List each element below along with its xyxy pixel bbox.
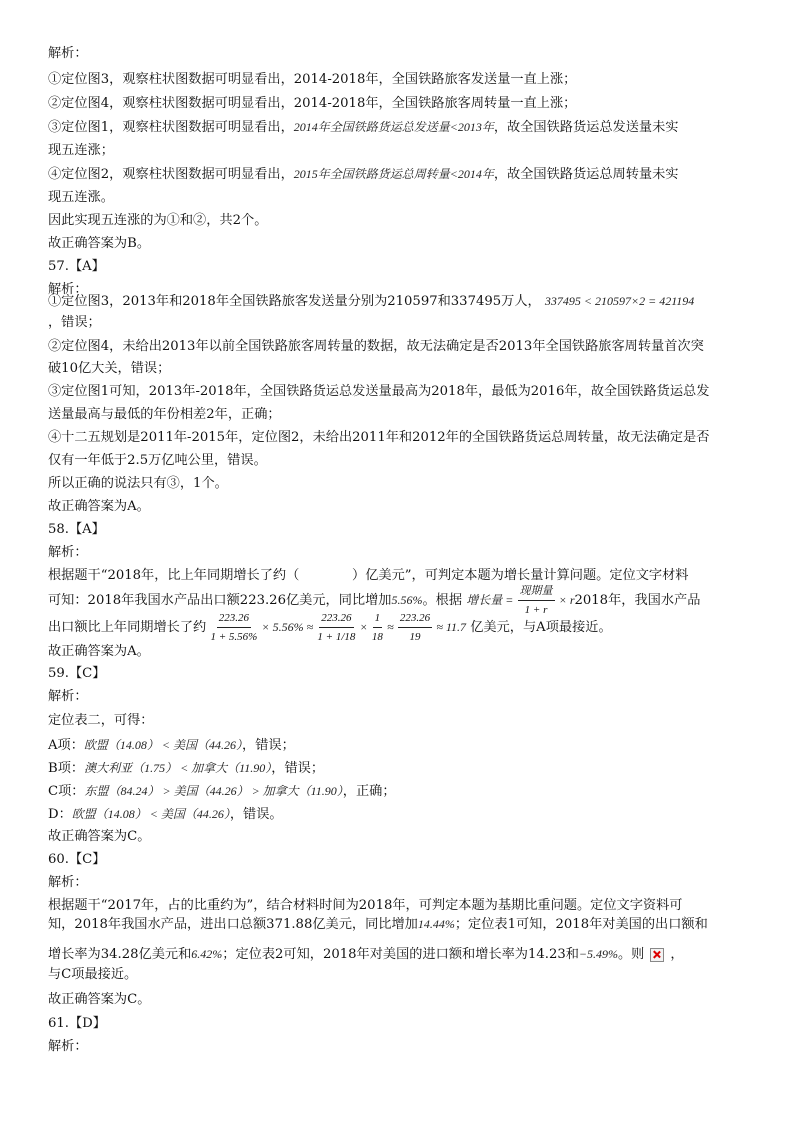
text-line: 现五连涨；: [48, 143, 114, 158]
fraction-numerator: 223.26: [217, 609, 251, 628]
inline-formula: 5.56%: [391, 593, 423, 607]
question-number: 57.【A】: [48, 259, 105, 274]
answer-line: 故正确答案为C。: [48, 992, 151, 1007]
text-span: 2018年，我国水产品: [574, 593, 701, 608]
fraction-denominator: 1 + r: [524, 604, 548, 616]
analysis-heading: 解析：: [48, 545, 88, 560]
analysis-heading: 解析：: [48, 282, 88, 297]
text-line: [48, 118, 679, 137]
text-span: ；定位表1可知，2018年对美国的出口额和: [454, 917, 708, 932]
text-line: 根据题干“2018年，比上年同期增长了约（ ）亿美元”，可判定本题为增长量计算问题。定位文字材料: [48, 568, 689, 583]
option-b-line: [48, 759, 324, 778]
fraction-numerator: 现期量: [518, 582, 555, 601]
inline-formula: 澳大利亚（1.75） < 加拿大（11.90）: [84, 761, 272, 775]
text-line: [48, 292, 694, 311]
fraction-numerator: 1: [373, 609, 383, 628]
analysis-heading: 解析：: [48, 46, 88, 61]
text-line: ②定位图4，观察柱状图数据可明显看出，2014-2018年，全国铁路旅客周转量一直上涨；: [48, 96, 577, 111]
inline-formula: × r: [558, 593, 575, 607]
fraction-denominator: 19: [409, 631, 421, 643]
text-span: 。根据: [422, 593, 463, 608]
option-label: C项：: [48, 784, 85, 799]
question-number: 59.【C】: [48, 666, 106, 681]
inline-formula: × 5.56% ≈: [261, 620, 314, 634]
inline-formula: 6.42%: [191, 947, 223, 961]
text-span: ①定位图3，2013年和2018年全国铁路旅客发送量分别为210597和337495万人，: [48, 294, 541, 309]
text-line: [48, 915, 708, 934]
inline-formula: 欧盟（14.08） < 美国（44.26）: [83, 738, 243, 752]
text-span: 亿美元，与A项最接近。: [470, 620, 612, 635]
option-label: D：: [48, 807, 72, 822]
question-number: 61.【D】: [48, 1016, 106, 1031]
option-d-line: [48, 805, 283, 824]
fraction: [317, 609, 355, 646]
fraction-denominator: 18: [371, 631, 383, 643]
answer-line: 故正确答案为B。: [48, 236, 151, 251]
text-span: ，故全国铁路货运总发送量未实: [493, 120, 679, 135]
text-span: ，故全国铁路货运总周转量未实: [493, 167, 679, 182]
text-span: 增长率为34.28亿美元和: [48, 947, 192, 962]
text-line: 现五连涨。: [48, 190, 114, 205]
option-label: A项：: [48, 738, 84, 753]
text-line: 仅有一年低于2.5万亿吨公里，错误。: [48, 453, 267, 468]
text-span: 知，2018年我国水产品，进出口总额371.88亿美元，同比增加: [48, 917, 418, 932]
text-line: 送量最高与最低的年份相差2年，正确；: [48, 407, 281, 422]
text-line: ②定位图4，未给出2013年以前全国铁路旅客周转量的数据，故无法确定是否2013年全国铁路旅客周转量首次突: [48, 339, 704, 354]
analysis-heading: 解析：: [48, 875, 88, 890]
inline-formula: 2015年全国铁路货运总周转量<2014年: [293, 167, 494, 181]
inline-formula: 东盟（84.24） > 美国（44.26） > 加拿大（11.90）: [84, 784, 343, 798]
text-line: 所以正确的说法只有③，1个。: [48, 476, 228, 491]
inline-formula: 337495 < 210597×2 = 421194: [544, 294, 695, 308]
broken-image-icon: [650, 948, 664, 962]
text-span: 可知：2018年我国水产品出口额223.26亿美元，同比增加: [48, 593, 392, 608]
answer-line: 故正确答案为A。: [48, 644, 150, 659]
option-label: B项：: [48, 761, 85, 776]
answer-line: 故正确答案为A。: [48, 499, 150, 514]
fraction-numerator: 223.26: [319, 609, 353, 628]
answer-line: 故正确答案为C。: [48, 829, 151, 844]
text-span: 出口额比上年同期增长了约: [48, 620, 207, 635]
text-line: [48, 945, 684, 964]
inline-formula: −5.49%: [578, 947, 618, 961]
text-line: 破10亿大关，错误；: [48, 361, 171, 376]
text-line: ①定位图3，观察柱状图数据可明显看出，2014-2018年，全国铁路旅客发送量一直上涨；: [48, 72, 577, 87]
question-number: 60.【C】: [48, 852, 106, 867]
text-line: ③定位图1可知，2013年-2018年，全国铁路货运总发送量最高为2018年，最低为2016年，故全国铁路货运总发: [48, 384, 710, 399]
text-span: ④定位图2，观察柱状图数据可明显看出，: [48, 167, 294, 182]
analysis-heading: 解析：: [48, 1039, 88, 1054]
text-span: 。则: [618, 947, 645, 962]
text-line: [48, 165, 679, 184]
text-span: ，错误。: [229, 807, 283, 822]
inline-formula: 欧盟（14.08） < 美国（44.26）: [71, 807, 230, 821]
inline-formula: 2014年全国铁路货运总发送量<2013年: [293, 120, 494, 134]
option-a-line: [48, 736, 295, 755]
fraction: [398, 609, 432, 646]
text-line: [48, 609, 612, 646]
text-span: ；定位表2可知，2018年对美国的进口额和增长率为14.23和: [222, 947, 579, 962]
analysis-heading: 解析：: [48, 689, 88, 704]
fraction: [372, 609, 383, 646]
text-span: ③定位图1，观察柱状图数据可明显看出，: [48, 120, 294, 135]
inline-formula: ≈ 11.7: [436, 620, 467, 634]
text-line: 根据题干“2017年，占的比重约为”，结合材料时间为2018年，可判定本题为基期比重问题。定位文字资料可: [48, 898, 683, 913]
inline-formula: 14.44%: [417, 917, 455, 931]
text-line: 定位表二，可得：: [48, 713, 154, 728]
inline-formula: ×: [359, 620, 368, 634]
text-line: 因此实现五连涨的为①和②，共2个。: [48, 213, 268, 228]
question-number: 58.【A】: [48, 522, 105, 537]
fraction-numerator: 223.26: [398, 609, 432, 628]
fraction: [210, 609, 257, 646]
text-line: ④十二五规划是2011年-2015年，定位图2，未给出2011年和2012年的全国铁路货运总周转量，故无法确定是否: [48, 430, 710, 445]
text-span: ，正确；: [342, 784, 396, 799]
option-c-line: [48, 782, 396, 801]
fraction-denominator: 1 + 5.56%: [210, 631, 258, 643]
fraction-denominator: 1 + 1/18: [317, 631, 356, 643]
text-line: ，错误；: [48, 315, 101, 330]
formula-label: 增长量 =: [466, 593, 514, 607]
text-span: ，错误；: [271, 761, 325, 776]
inline-formula: ≈: [387, 620, 394, 634]
text-span: ，错误；: [242, 738, 295, 753]
text-span: ，: [670, 947, 684, 962]
text-line: 与C项最接近。: [48, 967, 138, 982]
